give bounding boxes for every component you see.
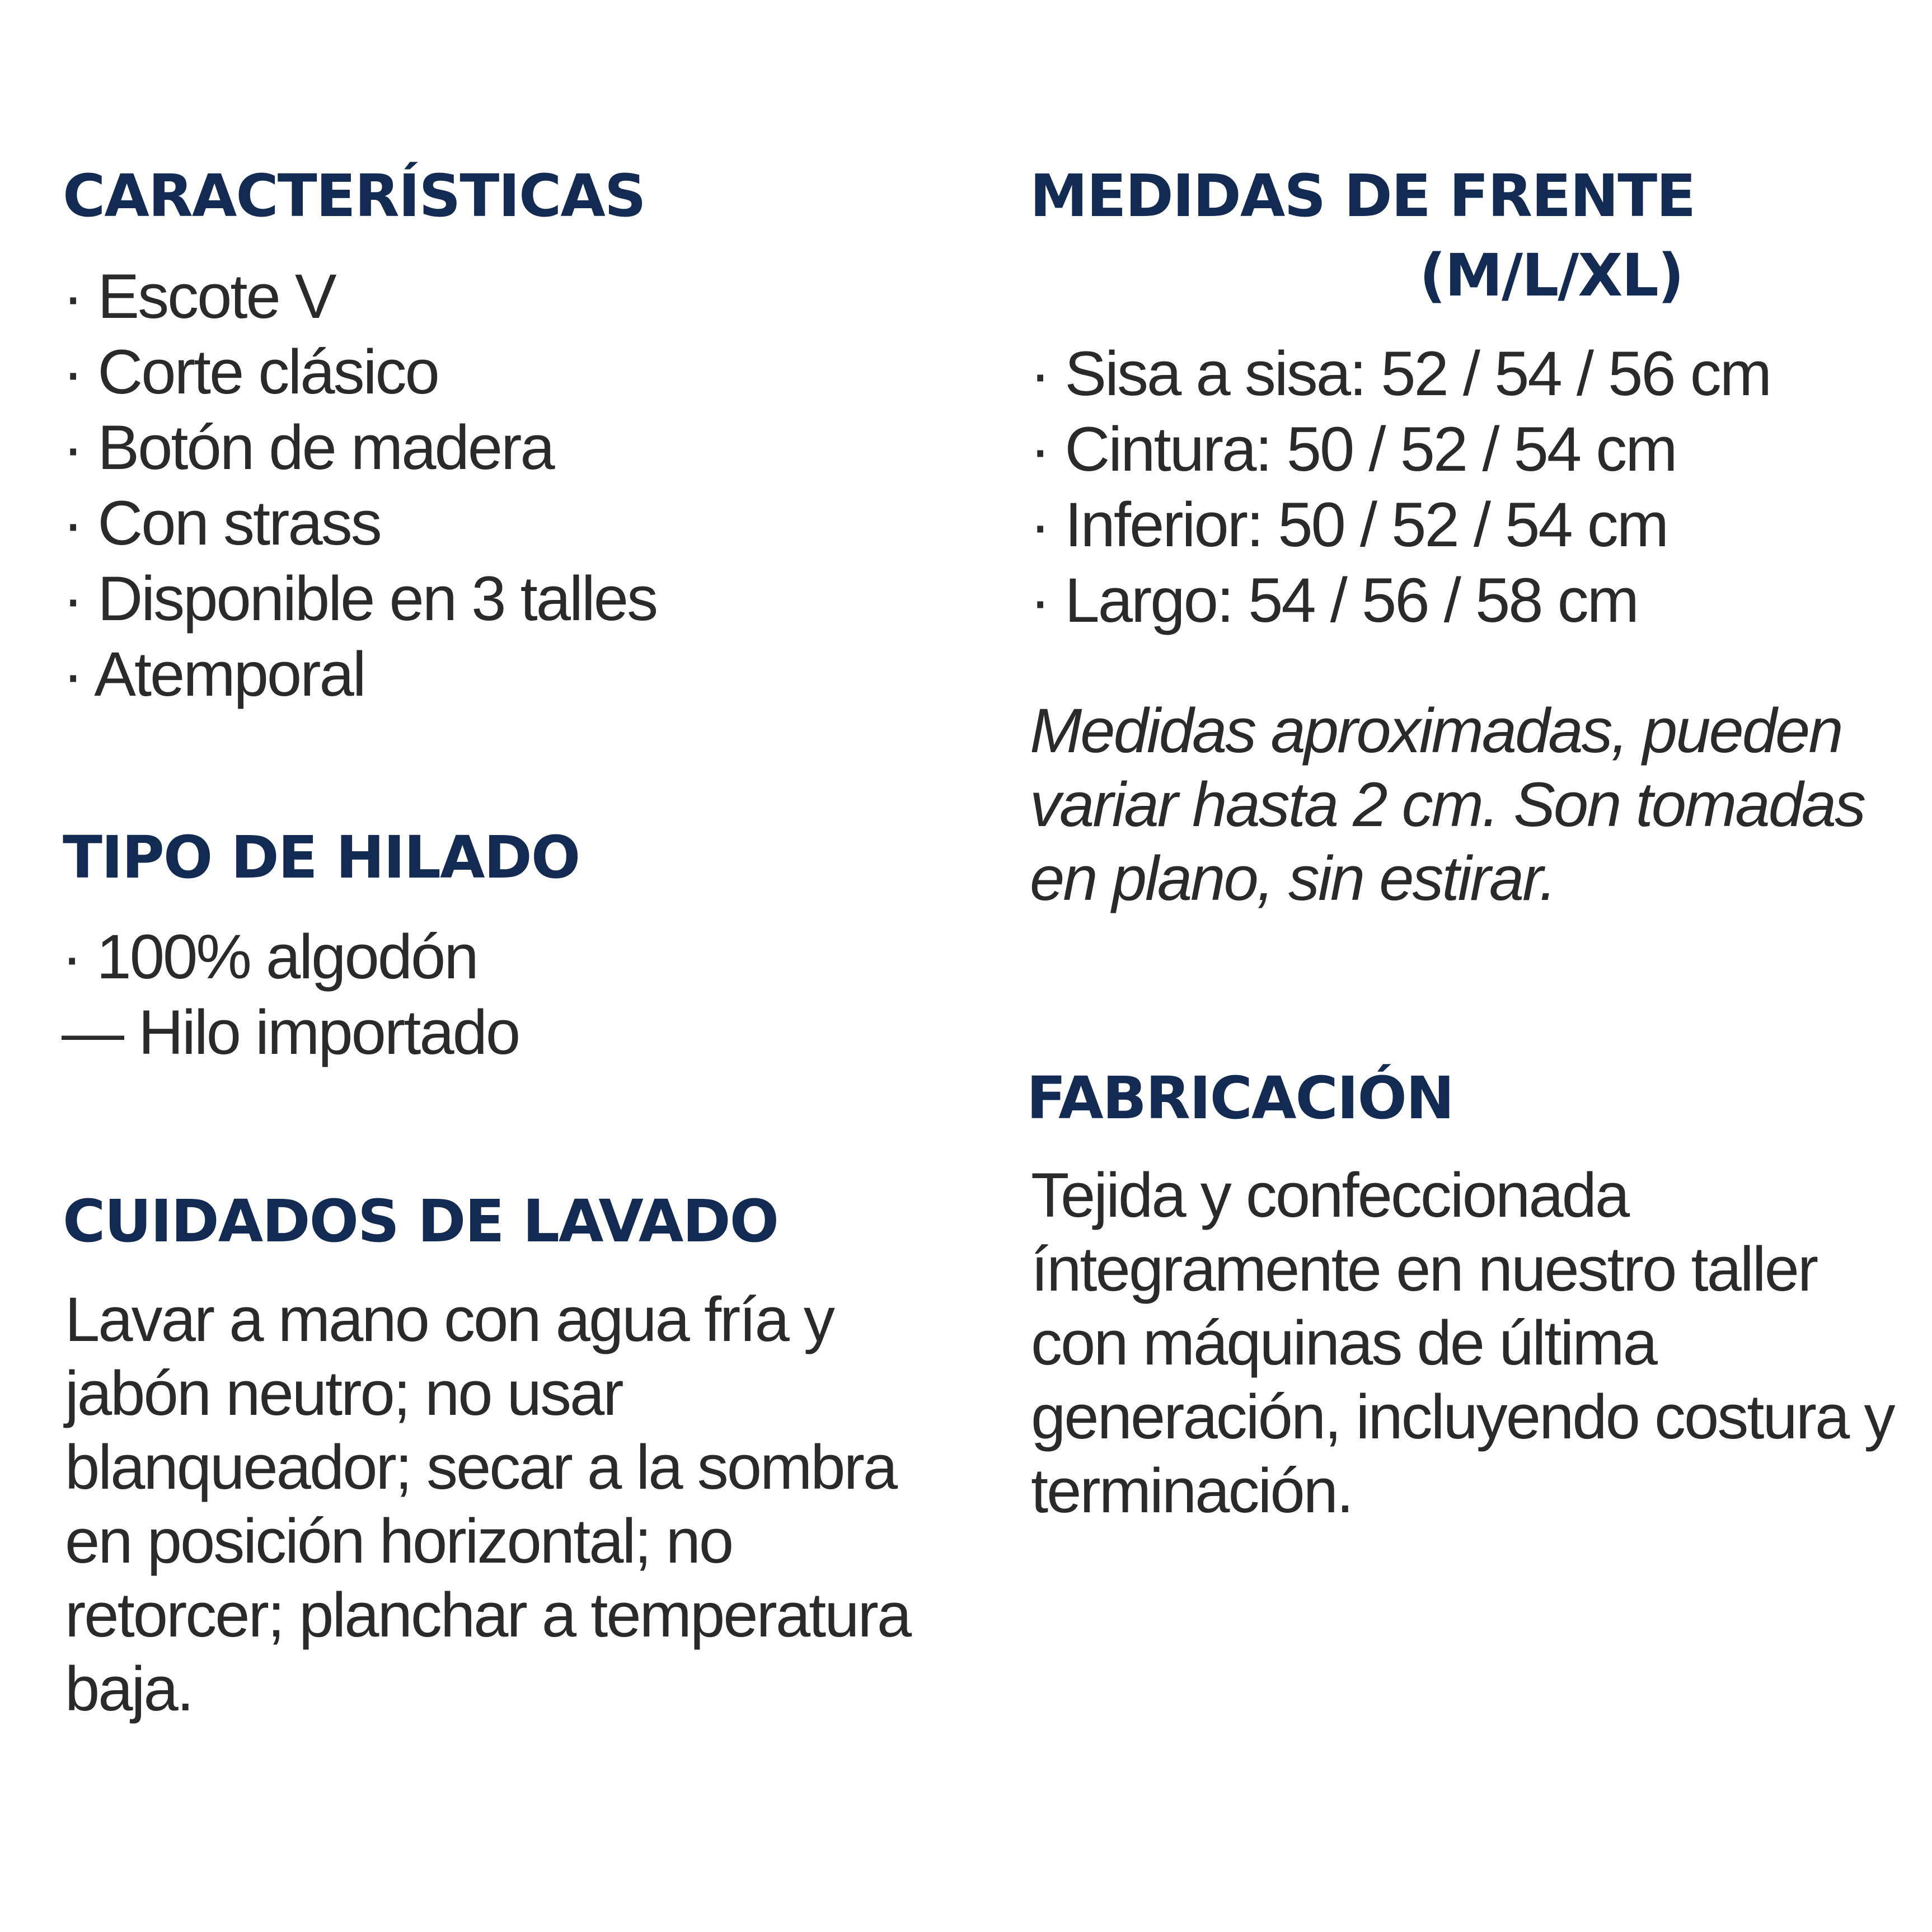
medidas-frente-heading: MEDIDAS DE FRENTE	[1030, 162, 1695, 230]
fabricacion-text: Tejida y confeccionada íntegramente en nuestro taller con máquinas de última generación, incluyendo costura y terminación.	[1031, 1160, 1894, 1526]
tipo-hilado-heading: TIPO DE HILADO	[63, 823, 580, 892]
list-item: · Sisa a sisa: 52 / 54 / 56 cm	[1030, 339, 1771, 409]
list-item: · Atemporal	[63, 639, 365, 709]
fabricacion-heading: FABRICACIÓN	[1026, 1064, 1453, 1132]
medidas-sizes-subheading: (M/L/XL)	[1419, 241, 1684, 310]
list-item: — Hilo importado	[62, 997, 519, 1067]
list-item: · Corte clásico	[63, 337, 438, 407]
list-item: · Botón de madera	[63, 412, 554, 482]
list-item: · Escote V	[63, 261, 335, 331]
caracteristicas-list	[63, 259, 656, 712]
cuidados-lavado-heading: CUIDADOS DE LAVADO	[63, 1187, 779, 1255]
list-item: · Largo: 54 / 56 / 58 cm	[1030, 565, 1638, 635]
list-item: · Con strass	[63, 488, 381, 558]
list-item: · Disponible en 3 talles	[63, 564, 657, 634]
tipo-hilado-list	[62, 919, 519, 1070]
list-item: · Cintura: 50 / 52 / 54 cm	[1030, 414, 1676, 484]
caracteristicas-heading: CARACTERÍSTICAS	[63, 162, 645, 230]
list-item: · Inferior: 50 / 52 / 54 cm	[1030, 490, 1668, 560]
medidas-note: Medidas aproximadas, pueden variar hasta 2 cm. Son tomadas en plano, sin estirar.	[1030, 696, 1865, 913]
list-item: · 100% algodón	[62, 922, 477, 992]
medidas-list	[1030, 336, 1770, 638]
cuidados-lavado-text: Lavar a mano con agua fría y jabón neutro; no usar blanqueador; secar a la sombra en posición horizontal; no retorcer; planchar a temperatura baja.	[65, 1284, 911, 1724]
